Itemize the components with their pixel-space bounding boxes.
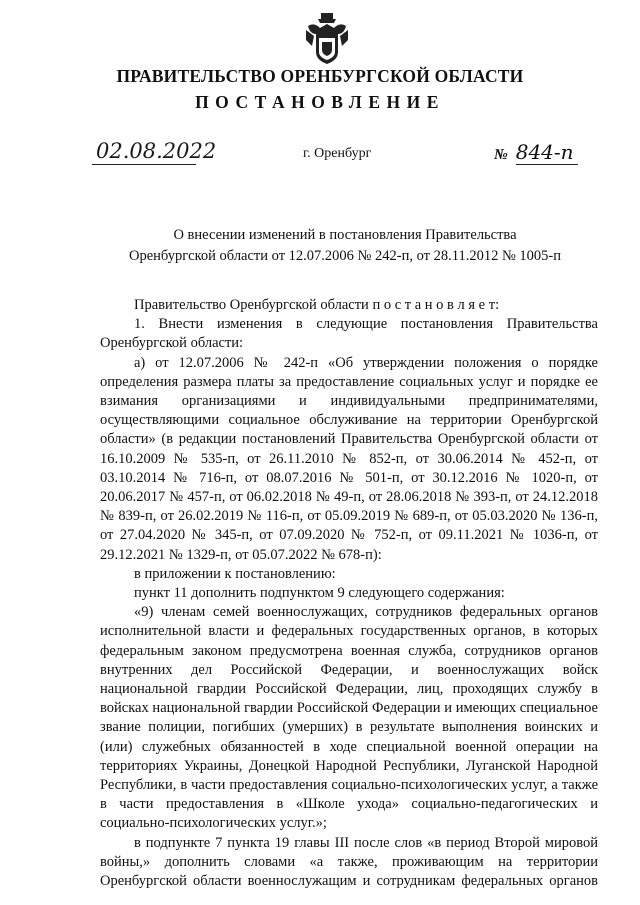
paragraph: пункт 11 дополнить подпунктом 9 следующего содержания: [134, 585, 505, 602]
document-subject [100, 225, 590, 267]
paragraph: «9) членам семей военнослужащих, сотрудников федеральных органов исполнительной власти и федеральных государственных органов, в которых федеральным законом предусмотрена военная служба, сотрудников органов внутренних дел Российской Федерации, и военнослужащих войск национальной гвардии Российской Федерации, лиц, проходящих службу в войсках национальной гвардии Российской Федерации и имеющих специальное звание полиции, погибших (умерших) в результате выполнения воинских и (или) служебных обязанностей в ходе специальной военной операции на территориях Украины, Донецкой Народной Республики, Луганской Народной Республики, в части предоставления социально-психологических услуг, а также в части предоставления в «Школе ухода» социально-педагогических и социально-психологических услуг.»; [100, 604, 598, 832]
number-value: 844-п [516, 140, 578, 165]
document-body [100, 296, 598, 891]
document-city: г. Оренбург [303, 146, 372, 161]
paragraph: 1. Внести изменения в следующие постановления Правительства Оренбургской области: [100, 316, 598, 352]
subject-line: О внесении изменений в постановления Правительства [173, 227, 517, 243]
document-number [494, 140, 578, 165]
paragraph: Правительство Оренбургской области п о с т а н о в л я е т: [134, 297, 500, 313]
document-date: 02.08.2022 [92, 138, 196, 165]
paragraph: в приложении к постановлению: [134, 565, 336, 582]
paragraph: а) от 12.07.2006 № 242-п «Об утверждении положения о порядке определения размера платы за предоставление социальных услуг и порядке ее взимания организациями и индивидуальными предпринимателями, осуществляющими социальное обслуживание на территории Оренбургской области» (в редакции постановлений Правительства Оренбургской области от 16.10.2009 № 535-п, от 26.11.2010 № 852-п, от 30.06.2014 № 452-п, от 03.10.2014 № 716-п, от 08.07.2016 № 501-п, от 30.12.2016 № 1020-п, от 20.06.2017 № 457-п, от 06.02.2018 № 49-п, от 28.06.2018 № 393-п, от 24.12.2018 № 839-п, от 26.02.2019 № 116-п, от 05.09.2019 № 689-п, от 05.03.2020 № 136-п, от 27.04.2020 № 345-п, от 07.09.2020 № 752-п, от 09.11.2021 № 1036-п, от 29.12.2021 № 1329-п, от 05.07.2022 № 678-п): [100, 354, 598, 563]
paragraph: в подпункте 7 пункта 19 главы III после слов «в период Второй мировой войны,» дополнить словами «а также, проживающим на территории Оренбургской области военнослужащим и сотрудникам федеральных органов [100, 834, 598, 890]
coat-of-arms-icon [304, 12, 350, 66]
document-type-title: ПОСТАНОВЛЕНИЕ [195, 92, 445, 112]
subject-line: Оренбургской области от 12.07.2006 № 242-п, от 28.11.2012 № 1005-п [128, 248, 561, 264]
organization-title: ПРАВИТЕЛЬСТВО ОРЕНБУРГСКОЙ ОБЛАСТИ [116, 66, 524, 86]
number-sign: № [494, 147, 508, 163]
